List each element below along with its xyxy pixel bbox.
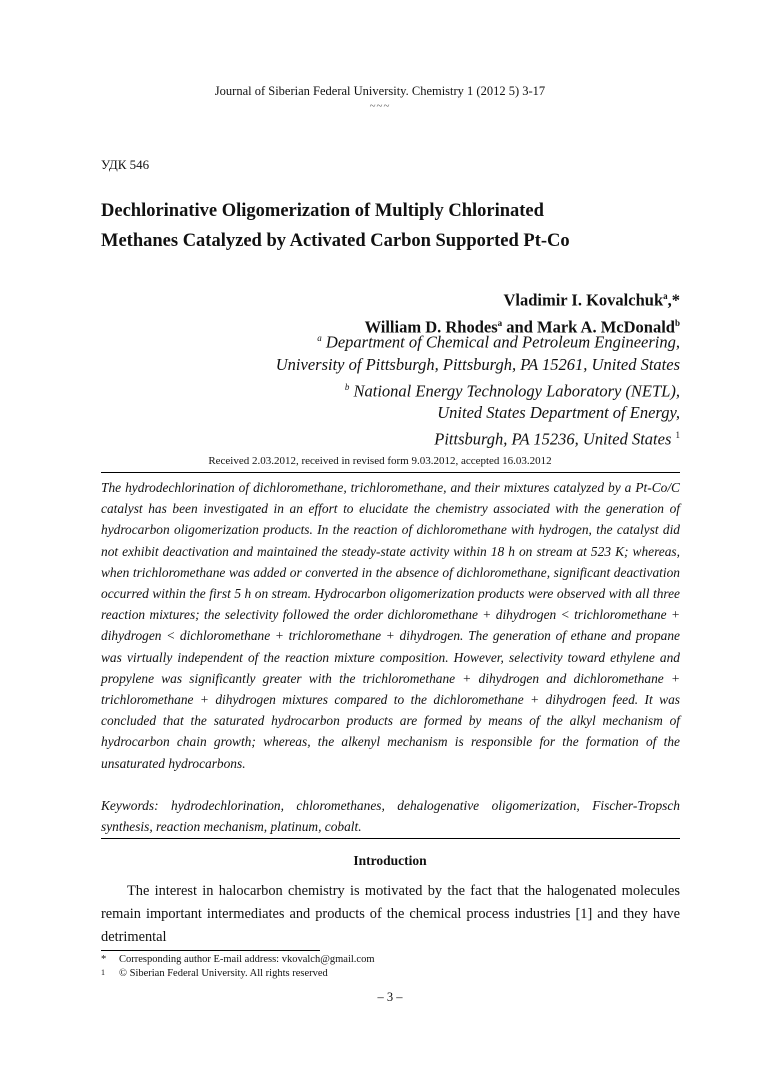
affiliation-sup: b	[674, 317, 680, 328]
received-dates: Received 2.03.2012, received in revised form 9.03.2012, accepted 16.03.2012	[208, 455, 552, 467]
title-line-1: Dechlorinative Oligomerization of Multiply Chlorinated	[101, 201, 544, 221]
affiliation-line	[276, 327, 680, 354]
author-name: Mark A. McDonald	[537, 317, 675, 336]
affiliation-sup: a	[497, 317, 503, 328]
affiliation-line	[276, 376, 680, 403]
footnote-text: © Siberian Federal University. All rights reserved	[119, 968, 328, 979]
paper-title	[101, 196, 661, 256]
footnote-mark: 1	[101, 968, 105, 977]
affiliation-text: Pittsburgh, PA 15236, United States	[434, 429, 672, 449]
udk-code: УДК 546	[101, 157, 150, 172]
footnote	[101, 968, 328, 979]
affiliation-line	[276, 424, 680, 451]
intro-paragraph: The interest in halocarbon chemistry is motivated by the fact that the halogenated molecules remain important intermediates and products of the chemical process industries [1] and they have detrimental	[101, 883, 680, 945]
divider	[101, 472, 680, 473]
keywords: Keywords: hydrodechlorination, chloromethanes, dehalogenative oligomerization, Fischer-Tropsch synthesis, reaction mechanism, platinum, cobalt.	[101, 798, 680, 834]
affiliation-text: Department of Chemical and Petroleum Engineering,	[325, 332, 680, 352]
section-heading: Introduction	[353, 853, 427, 868]
abstract: The hydrodechlorination of dichloromethane, trichloromethane, and their mixtures catalyzed by a Pt-Co/C catalyst has been investigated in an effort to elucidate the chemistry associated with the generation of hydrocarbon oligomerization products. In the reaction of dichloromethane with hydrogen, the catalyst did not exhibit deactivation and maintained the steady-state activity within 18 h on stream at 523 K; whereas, when trichloromethane was added or converted in the absence of dichloromethane, significant deactivation occurred within the first 5 h on stream. Hydrocarbon oligomerization products were observed with all three reaction mixtures; the selectivity followed the order dichloromethane + dihydrogen < trichloromethane + dihydrogen < dichloromethane + trichloromethane + dihydrogen. The generation of ethane and propane was virtually independent of the reaction mixture composition. However, selectivity toward ethylene and propylene was significantly greater with the trichloromethane + dihydrogen and dichloromethane + trichloromethane + dihydrogen mixtures compared to the dichloromethane + dihydrogen feed. It was concluded that the saturated hydrocarbon products are formed by means of the alkyl mechanism of hydrocarbon chain growth; whereas, the alkenyl mechanism is responsible for the formation of the unsaturated hydrocarbons.	[101, 480, 680, 771]
journal-header: Journal of Siberian Federal University. Chemistry 1 (2012 5) 3-17	[214, 84, 546, 98]
page-number: – 3 –	[377, 990, 403, 1004]
footnote-rule	[101, 950, 320, 951]
footnote-text: Corresponding author E-mail address: vkovalch@gmail.com	[119, 954, 375, 965]
author-name: Vladimir I. Kovalchuk	[503, 290, 664, 310]
affiliation-sup: b	[344, 381, 350, 392]
affiliation-sup: a	[663, 291, 668, 301]
author-line-1	[365, 285, 680, 312]
affiliation-line: United States Department of Energy,	[437, 403, 680, 422]
affiliation-line: University of Pittsburgh, Pittsburgh, PA 15261, United States	[275, 354, 680, 374]
corresponding-mark: ,*	[667, 290, 680, 310]
affiliations-block	[276, 327, 680, 451]
footnote-ref: 1	[675, 430, 680, 440]
author-conjunction: and	[502, 317, 538, 336]
title-line-2: Methanes Catalyzed by Activated Carbon Supported Pt-Co	[101, 231, 570, 251]
affiliation-sup: a	[317, 333, 322, 343]
author-name: William D. Rhodes	[364, 317, 498, 336]
footnote-mark: *	[101, 954, 107, 965]
footnote	[101, 954, 375, 965]
header-ornament: ~~~	[369, 100, 391, 112]
divider	[101, 838, 680, 839]
affiliation-text: National Energy Technology Laboratory (NETL),	[353, 381, 680, 400]
